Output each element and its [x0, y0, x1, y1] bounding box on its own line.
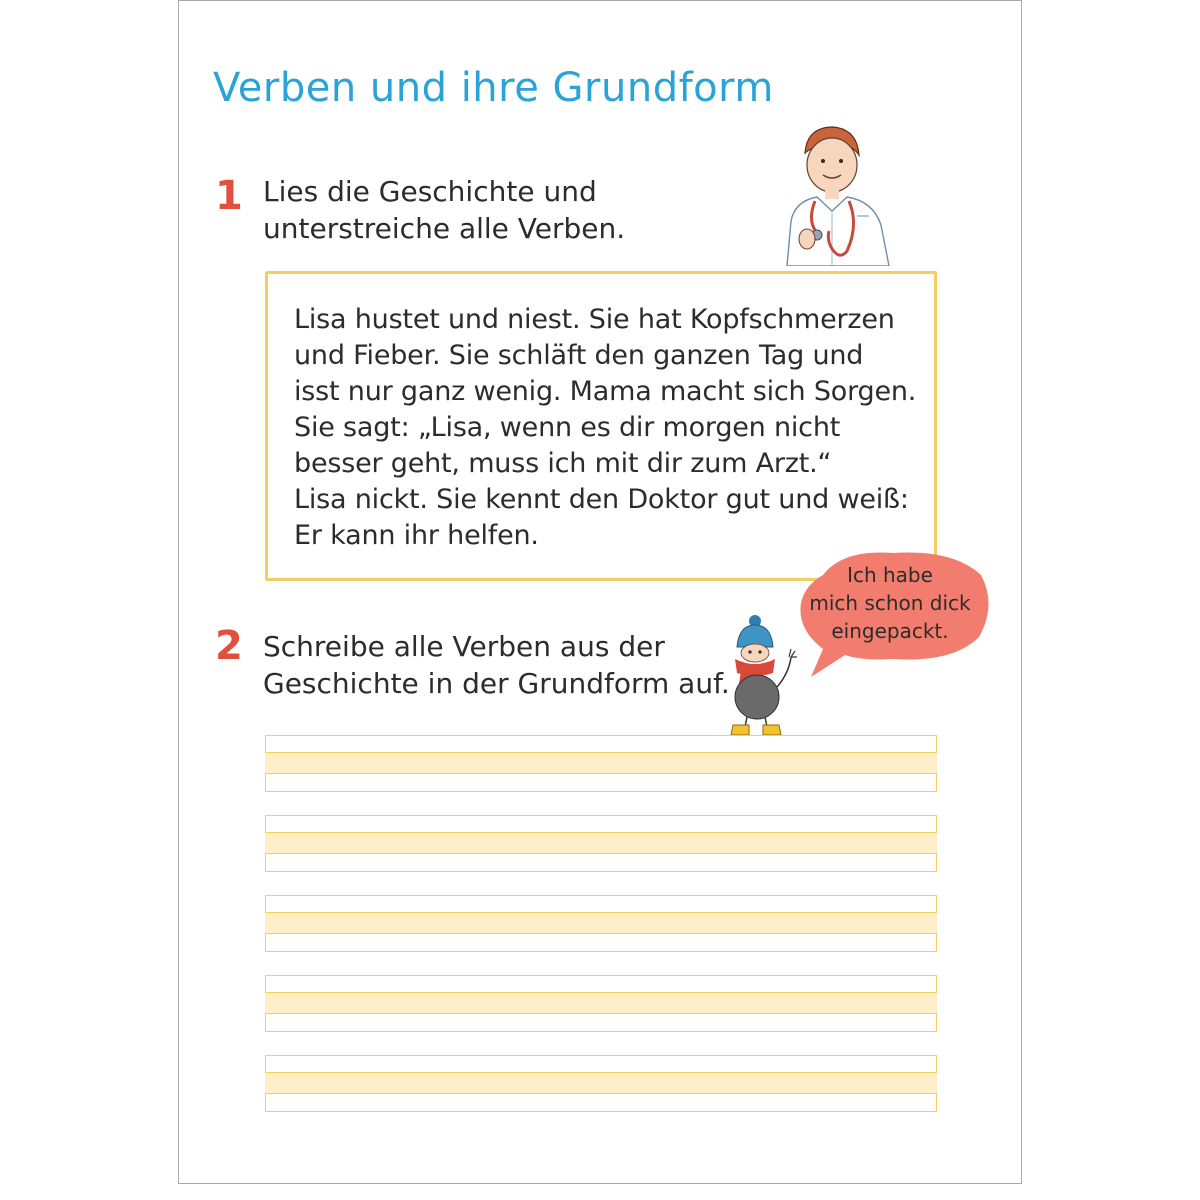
- task-1-line-2: unterstreiche alle Verben.: [263, 212, 626, 245]
- bubble-line-2: mich schon dick: [809, 591, 971, 615]
- task-2-number: 2: [215, 623, 243, 669]
- task-2-instruction: [263, 628, 730, 702]
- bubble-line-3: eingepackt.: [831, 619, 949, 643]
- story-line-2: und Fieber. Sie schläft den ganzen Tag und: [294, 340, 864, 371]
- writing-line-5[interactable]: [265, 1055, 937, 1112]
- doctor-illustration: [777, 121, 899, 266]
- story-line-3: isst nur ganz wenig. Mama macht sich Sorgen.: [294, 376, 917, 407]
- story-line-7: Er kann ihr helfen.: [294, 520, 539, 551]
- task-1-line-1: Lies die Geschichte und: [263, 175, 597, 208]
- task-2-line-1: Schreibe alle Verben aus der: [263, 630, 665, 663]
- worksheet-page: [178, 0, 1022, 1184]
- bundled-character-illustration: [719, 613, 805, 737]
- page-title: Verben und ihre Grundform: [213, 65, 774, 111]
- writing-line-4[interactable]: [265, 975, 937, 1032]
- task-1-instruction: [263, 173, 625, 247]
- writing-line-1[interactable]: [265, 735, 937, 792]
- story-box: [265, 271, 937, 581]
- story-line-4: Sie sagt: „Lisa, wenn es dir morgen nicht: [294, 412, 841, 443]
- bubble-line-1: Ich habe: [847, 563, 933, 587]
- writing-line-2[interactable]: [265, 815, 937, 872]
- writing-line-3[interactable]: [265, 895, 937, 952]
- story-line-6: Lisa nickt. Sie kennt den Doktor gut und weiß:: [294, 484, 909, 515]
- task-2-line-2: Geschichte in der Grundform auf.: [263, 667, 730, 700]
- story-line-1: Lisa hustet und niest. Sie hat Kopfschmerzen: [294, 304, 895, 335]
- story-line-5: besser geht, muss ich mit dir zum Arzt.“: [294, 448, 832, 479]
- task-1-number: 1: [215, 173, 243, 219]
